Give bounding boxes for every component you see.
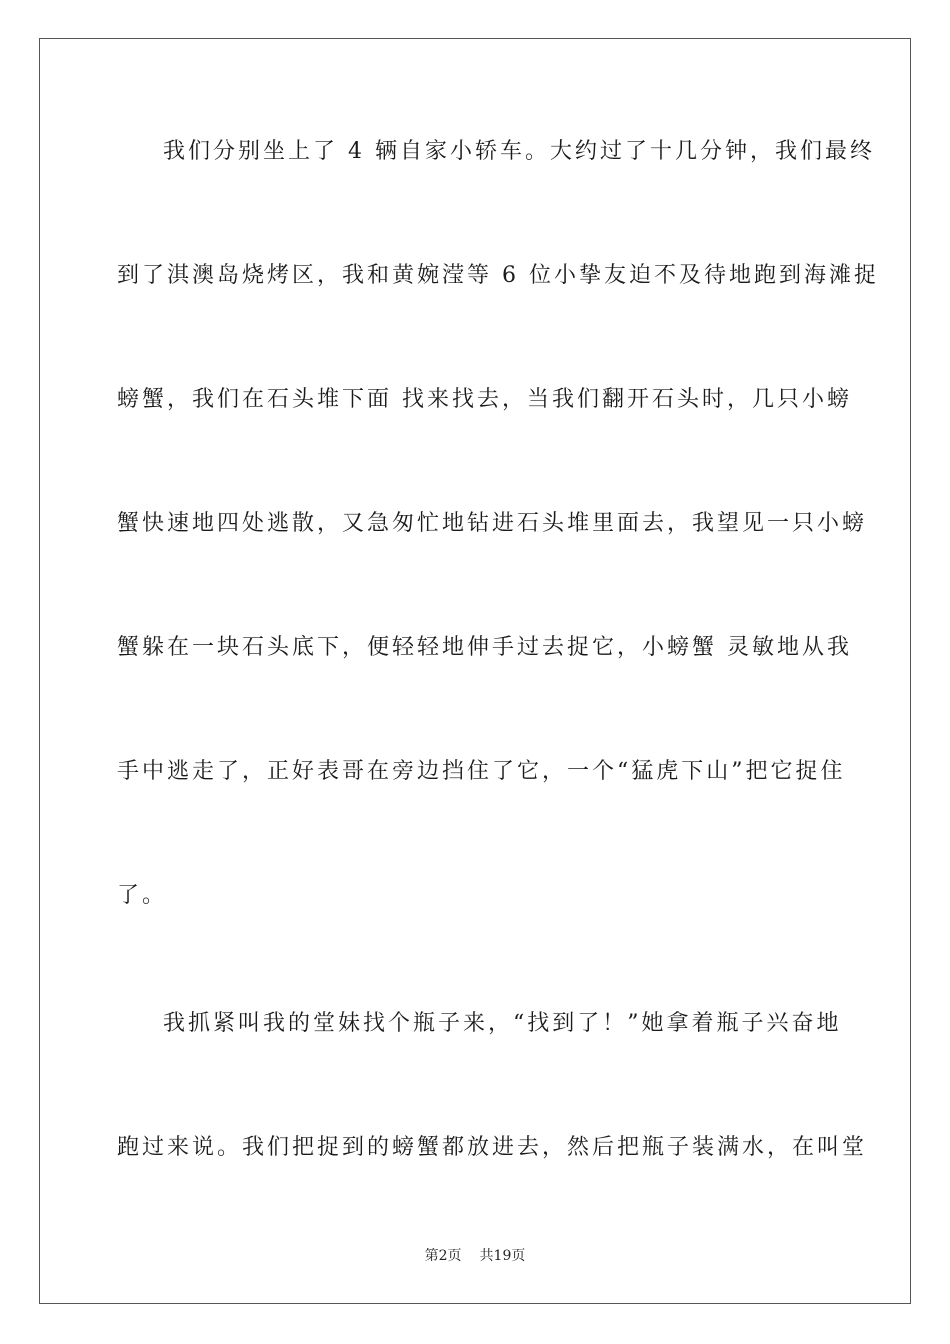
paragraph-line: 蟹快速地四处逃散，又急匆忙地钻进石头堆里面去，我望见一只小螃 (117, 511, 868, 536)
page-number: 第2页 (424, 1248, 462, 1264)
page-footer (0, 1247, 950, 1265)
paragraph-line: 手中逃走了，正好表哥在旁边挡住了它，一个“猛虎下山”把它捉住 (117, 759, 846, 784)
paragraph-line: 蟹躲在一块石头底下，便轻轻地伸手过去捉它，小螃蟹 灵敏地从我 (117, 635, 852, 660)
paragraph-line: 我们分别坐上了 4 辆自家小轿车。大约过了十几分钟，我们最终 (163, 139, 875, 164)
page-total: 共19页 (479, 1248, 526, 1264)
paragraph-line: 螃蟹，我们在石头堆下面 找来找去，当我们翻开石头时，几只小螃 (117, 387, 852, 412)
paragraph-line: 了。 (117, 883, 168, 908)
page-border (39, 38, 911, 1304)
paragraph-line: 我抓紧叫我的堂妹找个瓶子来，“找到了！”她拿着瓶子兴奋地 (163, 1011, 842, 1036)
paragraph-line: 到了淇澳岛烧烤区，我和黄婉滢等 6 位小挚友迫不及待地跑到海滩捉 (117, 263, 879, 288)
paragraph-line: 跑过来说。我们把捉到的螃蟹都放进去，然后把瓶子装满水，在叫堂 (117, 1135, 868, 1160)
